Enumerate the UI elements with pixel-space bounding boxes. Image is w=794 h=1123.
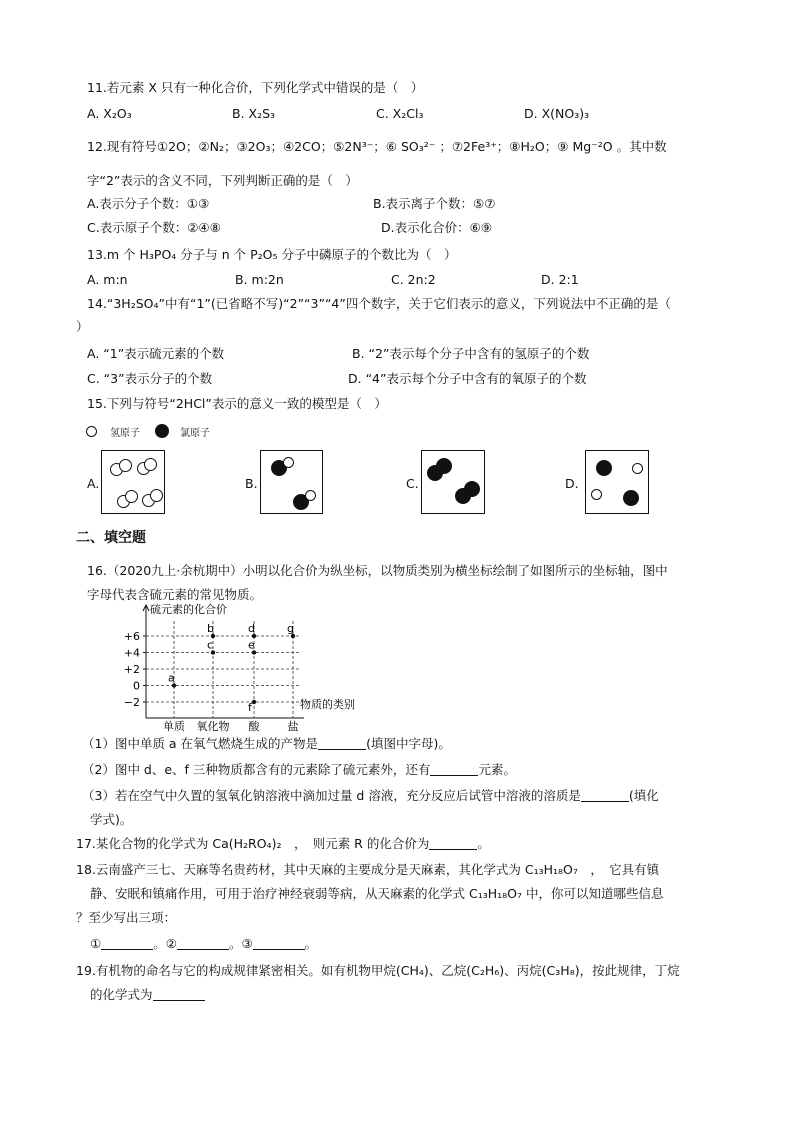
y-axis-label: 硫元素的化合价 [150,603,227,616]
q15-label-b: B. [245,476,258,491]
q15-label-a: A. [87,476,100,491]
answer-blank[interactable] [177,937,229,950]
answer-blank[interactable] [253,937,305,950]
answer-blank[interactable] [581,789,629,802]
q14-option-d: D. “4”表示每个分子中含有的氧原子的个数 [348,371,587,386]
q16-sub1 [82,734,451,754]
x-tick-label: 盐 [287,720,299,733]
q13-option-a: A. m:n [87,272,128,287]
q16-sub2 [82,760,516,780]
section-title: 二、填空题 [76,530,146,546]
q14-option-c: C. “3”表示分子的个数 [87,371,213,386]
q15-stem: 15.下列与符号“2HCl”表示的意义一致的模型是（ ） [87,396,387,411]
data-point-f [252,700,256,704]
q16-sub3 [82,786,659,806]
q18-marker-1: ① [90,936,102,951]
data-label-b: b [207,622,214,635]
hydrogen-atom-icon [144,458,157,471]
hydrogen-atom-icon [119,459,132,472]
x-tick-label: 氧化物 [196,720,230,733]
data-label-d: d [248,622,255,635]
q11-stem: 11.若元素 X 只有一种化合价，下列化学式中错误的是（ ） [87,80,424,95]
chlorine-atom-icon [436,458,452,474]
q11-option-c: C. X₂Cl₃ [376,106,424,121]
y-tick-label: 0 [133,679,140,693]
q16-stem-2: 字母代表含硫元素的常见物质。 [87,587,263,602]
q16-sub1-text: （1）图中单质 a 在氧气燃烧生成的产物是 [82,736,319,751]
q14-stem-2: ） [76,319,89,334]
model-a-box [101,450,165,514]
hydrogen-atom-icon [283,457,294,468]
q11-option-b: B. X₂S₃ [232,106,276,121]
q14-option-a: A. “1”表示硫元素的个数 [87,346,225,361]
q12-option-d: D.表示化合价：⑥⑨ [381,220,493,235]
y-tick-label: +2 [123,663,140,676]
q16-sub3-line2: 学式)。 [90,812,133,827]
y-tick-label: −2 [123,696,140,709]
q17-stem: 17.某化合物的化学式为 Ca(H₂RO₄)₂ ， 则元素 R 的化合价为 [76,836,430,851]
q18-line2: 静、安眠和镇痛作用，可用于治疗神经衰弱等病，从天麻素的化学式 C₁₃H₁₈O₇ 中，你可以知道哪些信息 [90,886,664,901]
q17-end: 。 [477,836,490,851]
legend-chlorine-label: 氯原子 [180,428,210,439]
legend-hydrogen-label: 氢原子 [110,428,140,439]
legend-hydrogen-atom-icon [86,426,97,437]
q16-sub2-text: （2）图中 d、e、f 三种物质都含有的元素除了硫元素外，还有 [82,762,431,777]
model-b-box [260,450,323,514]
chlorine-atom-icon [623,490,639,506]
answer-blank[interactable] [101,937,153,950]
hydrogen-atom-icon [150,489,163,502]
q18-answers [90,934,317,954]
data-label-f: f [248,701,252,714]
legend-chlorine-atom-icon [155,424,169,438]
q15-label-d: D. [565,476,579,491]
q19-line1: 19.有机物的命名与它的构成规律紧密相关。如有机物甲烷(CH₄)、乙烷(C₂H₆)、丙烷(C₃H₈)，按此规律，丁烷 [76,963,680,978]
chlorine-atom-icon [464,481,480,497]
x-tick-label: 酸 [248,720,260,733]
q18-line1: 18.云南盛产三七、天麻等名贵药材，其中天麻的主要成分是天麻素，其化学式为 C₁₃H₁₈O₇ ， 它具有镇 [76,862,660,877]
q16-stem: 16.（2020九上·余杭期中）小明以化合价为纵坐标，以物质类别为横坐标绘制了如图所示的坐标轴，图中 [87,563,668,578]
q14-option-b: B. “2”表示每个分子中含有的氢原子的个数 [352,346,590,361]
data-label-g: g [287,622,294,635]
q16-sub1-end: (填图中字母)。 [366,736,451,751]
answer-blank[interactable] [430,763,478,776]
q11-option-d: D. X(NO₃)₃ [524,106,590,121]
q16-sub2-end: 元素。 [478,762,516,777]
q12-stem-2: 字“2”表示的含义不同，下列判断正确的是（ ） [87,173,358,188]
q13-option-b: B. m:2n [235,272,284,287]
data-label-e: e [248,638,255,652]
x-tick-label: 单质 [163,720,185,733]
answer-blank[interactable] [429,837,477,850]
valence-chart [108,602,378,734]
q12-option-b: B.表示离子个数：⑤⑦ [373,196,496,211]
x-axis-label: 物质的类别 [300,698,355,711]
q16-sub3-text: （3）若在空气中久置的氢氧化钠溶液中滴加过量 d 溶液，充分反应后试管中溶液的溶质是 [82,788,581,803]
q13-option-c: C. 2n:2 [391,272,436,287]
q12-stem: 12.现有符号①2O；②N₂；③2O₃；④2CO；⑤2N³⁻；⑥ SO₃²⁻ ；⑦2Fe³⁺；⑧H₂O；⑨ Mg⁻²O 。其中数 [87,139,667,154]
q12-option-a: A.表示分子个数：①③ [87,196,210,211]
data-label-a: a [168,671,175,685]
q18-line3: ？至少写出三项： [76,910,177,925]
q12-option-c: C.表示原子个数：②④⑧ [87,220,221,235]
data-label-c: c [207,638,214,652]
q11-option-a: A. X₂O₃ [87,106,132,121]
q17 [76,834,490,854]
hydrogen-atom-icon [591,489,602,500]
q13-stem: 13.m 个 H₃PO₄ 分子与 n 个 P₂O₅ 分子中磷原子的个数比为（ ） [87,247,457,262]
chlorine-atom-icon [596,460,612,476]
q19-line2-text: 的化学式为 [90,987,153,1002]
q19-line2 [90,985,205,1005]
y-tick-label: +6 [123,630,140,643]
hydrogen-atom-icon [125,490,138,503]
q18-marker-2: 。② [153,936,177,951]
q15-label-c: C. [406,476,419,491]
q16-sub3-end: (填化 [628,788,659,803]
answer-blank[interactable] [153,988,205,1001]
q14-stem: 14.“3H₂SO₄”中有“1”(已省略不写)“2”“3”“4”四个数字，关于它们表示的意义，下列说法中不正确的是（ [87,296,671,311]
answer-blank[interactable] [318,737,366,750]
q18-marker-3: 。③ [228,936,253,951]
q18-end: 。 [304,936,318,951]
q13-option-d: D. 2:1 [541,272,579,287]
model-d-box [585,450,649,514]
y-tick-label: +4 [123,646,140,660]
hydrogen-atom-icon [632,463,643,474]
model-c-box [421,450,485,514]
hydrogen-atom-icon [305,490,316,501]
